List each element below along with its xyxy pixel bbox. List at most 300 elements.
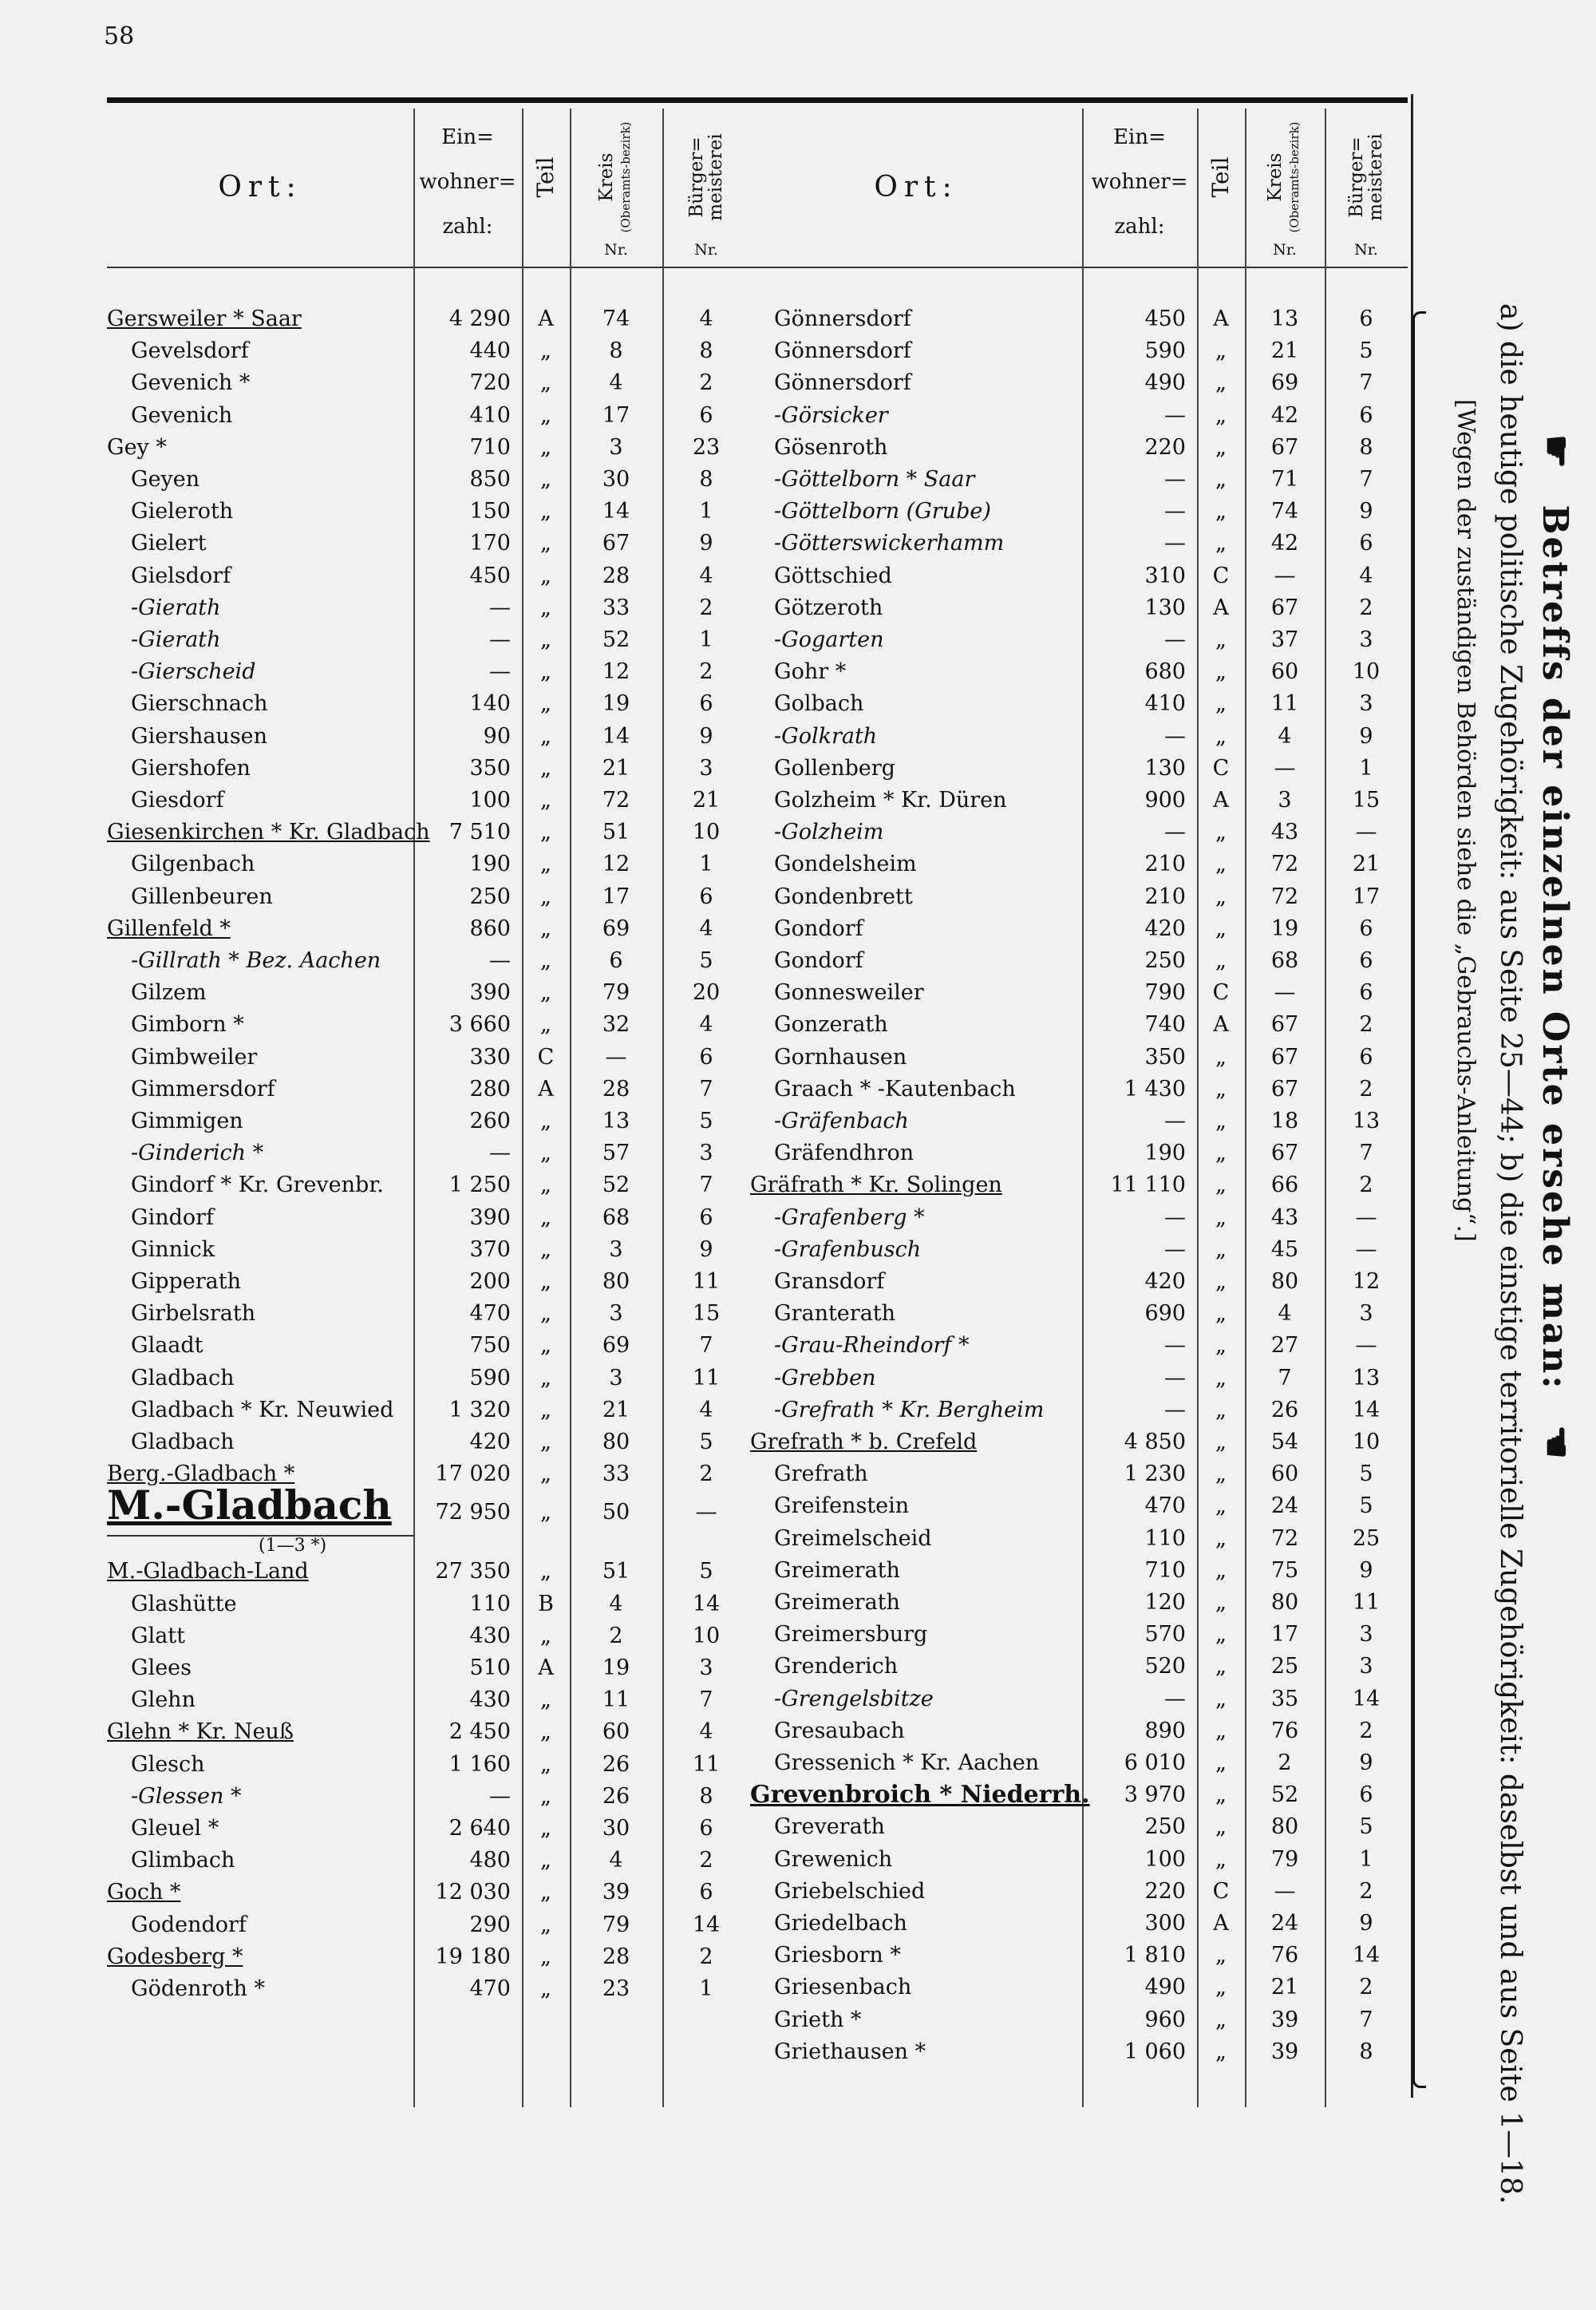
table-row	[750, 1619, 1408, 1651]
population: 280	[469, 1076, 511, 1102]
note-heading: Betreffs der einzelnen Orte ersehe man:	[1535, 504, 1575, 1391]
population: —	[1164, 723, 1186, 749]
part: „	[540, 1687, 551, 1713]
header-einwohner-line: Ein=	[441, 125, 494, 149]
table-row	[750, 1458, 1408, 1490]
mayoralty-number: 10	[692, 820, 721, 845]
population: 420	[469, 1430, 511, 1454]
place-name: Glesch	[131, 1751, 205, 1777]
district-number: 52	[602, 627, 630, 652]
mayoralty-number: 12	[1352, 1269, 1381, 1294]
population: —	[489, 1783, 511, 1809]
table-row	[750, 1972, 1408, 2003]
header-rule	[750, 267, 1408, 268]
place-name: Gollenberg	[774, 755, 895, 781]
mayoralty-number: 2	[1359, 1012, 1373, 1038]
part: „	[1215, 916, 1227, 941]
mayoralty-number: 2	[1359, 1878, 1373, 1904]
table-row	[107, 1009, 764, 1041]
mayoralty-number: 11	[1352, 1590, 1381, 1615]
mayoralty-number: 23	[692, 434, 721, 460]
mayoralty-number: 14	[1352, 1397, 1381, 1422]
header-bm-line: meisterei	[1365, 133, 1386, 221]
table-row	[750, 688, 1408, 720]
table-row	[750, 1523, 1408, 1555]
place-name: Giesdorf	[131, 788, 224, 813]
part: A	[538, 1076, 554, 1102]
population: 140	[469, 691, 511, 717]
population: 1 430	[1124, 1076, 1186, 1102]
district-number: 17	[602, 402, 630, 428]
place-name: -Glessen *	[131, 1783, 242, 1809]
part: „	[540, 1559, 551, 1584]
place-name: Giershausen	[131, 723, 268, 749]
header-kreis-nr: Nr.	[604, 241, 628, 259]
header-einwohner-line: wohner=	[419, 170, 516, 194]
population: 370	[469, 1236, 511, 1262]
place-name: Greifenstein	[774, 1493, 910, 1519]
place-name: -Gräfenbach	[774, 1109, 909, 1133]
part: A	[1213, 1012, 1229, 1038]
table-row	[107, 1813, 764, 1845]
place-name: -Grafenberg *	[774, 1204, 925, 1230]
mayoralty-number: 8	[699, 1783, 713, 1809]
header-kreis-sub: (Oberamts-bezirk)	[1287, 121, 1302, 233]
mayoralty-number: 6	[1359, 531, 1373, 556]
place-name: Grenderich	[774, 1654, 899, 1679]
population: 210	[1144, 884, 1186, 909]
place-name: (1—3 *)	[259, 1536, 327, 1556]
table-row	[107, 881, 764, 913]
part: „	[540, 1333, 551, 1359]
part: „	[1215, 1782, 1227, 1808]
mayoralty-number: 20	[692, 980, 721, 1006]
part: „	[1215, 1557, 1227, 1583]
district-number: 3	[609, 1365, 623, 1390]
part: „	[540, 1204, 551, 1230]
part: „	[540, 1173, 551, 1198]
mayoralty-number: 6	[699, 402, 713, 428]
place-name: Gönnersdorf	[774, 370, 911, 396]
district-number: 25	[1270, 1654, 1299, 1679]
header-buergermeisterei	[662, 109, 750, 265]
place-name: Gillenfeld *	[107, 916, 231, 941]
district-number: 14	[602, 723, 630, 749]
mayoralty-number: 1	[699, 1976, 713, 2001]
population: 19 180	[435, 1944, 511, 1969]
mayoralty-number: 13	[1352, 1109, 1381, 1133]
header-teil-label: Teil	[1207, 156, 1234, 198]
population: 250	[1144, 948, 1186, 973]
population: —	[1164, 499, 1186, 524]
place-name: Gimborn *	[131, 1012, 244, 1038]
district-number: 33	[602, 595, 630, 620]
part: „	[540, 1462, 551, 1487]
population: —	[489, 627, 511, 652]
place-name: Gondorf	[774, 916, 863, 941]
part: „	[540, 434, 551, 460]
part: „	[540, 1719, 551, 1745]
district-number: 35	[1270, 1686, 1299, 1711]
population: 1 230	[1124, 1462, 1186, 1487]
mayoralty-number: 6	[1359, 916, 1373, 941]
table-row	[107, 1877, 764, 1909]
district-number: 60	[1270, 659, 1299, 685]
table-row	[107, 1973, 764, 2005]
district-number: 23	[602, 1976, 630, 2001]
table-row	[750, 1266, 1408, 1298]
place-name: -Götterswickerhamm	[774, 531, 1005, 556]
mayoralty-number: 6	[699, 1044, 713, 1070]
mayoralty-number: 4	[699, 307, 713, 331]
place-name: Grevenbroich * Niederrh.	[750, 1781, 1090, 1810]
population: 170	[469, 531, 511, 556]
part: A	[1213, 788, 1229, 813]
note-block	[1411, 303, 1578, 2205]
population: 570	[1144, 1622, 1186, 1647]
table-row	[107, 1298, 764, 1330]
district-number: 43	[1270, 1204, 1299, 1230]
mayoralty-number: 2	[699, 1848, 713, 1873]
table-row	[750, 496, 1408, 528]
mayoralty-number: 7	[699, 1687, 713, 1713]
table-row	[107, 624, 764, 656]
place-name: Gilzem	[131, 980, 207, 1006]
mayoralty-number: 14	[1352, 1943, 1381, 1968]
district-number: 26	[1270, 1397, 1299, 1422]
district-number: 11	[1270, 691, 1299, 717]
population: 1 060	[1124, 2039, 1186, 2064]
table-row	[750, 848, 1408, 880]
place-name: Greimersburg	[774, 1622, 928, 1647]
table-row	[750, 335, 1408, 367]
place-name: Gipperath	[131, 1269, 241, 1294]
place-name: Gönnersdorf	[774, 338, 911, 364]
district-number: —	[1274, 1878, 1296, 1904]
header-kreis-title: Kreis	[596, 152, 617, 202]
header-kreis	[570, 109, 662, 265]
mayoralty-number: 6	[1359, 1044, 1373, 1070]
district-number: 4	[1278, 1301, 1292, 1327]
place-name: Gevelsdorf	[131, 338, 249, 364]
table-row	[750, 1137, 1408, 1169]
part: „	[1215, 1365, 1227, 1390]
district-number: 12	[602, 659, 630, 685]
population: 90	[483, 723, 511, 749]
part: B	[538, 1591, 554, 1616]
mayoralty-number: 1	[1359, 755, 1373, 781]
population: 440	[469, 338, 511, 364]
part: „	[1215, 627, 1227, 652]
mayoralty-number: 6	[1359, 1782, 1373, 1808]
table-row	[750, 977, 1408, 1009]
part: „	[540, 820, 551, 845]
district-number: 67	[1270, 434, 1299, 460]
district-number: 21	[1270, 1975, 1299, 2000]
population: 27 350	[435, 1559, 511, 1584]
population: 4 290	[448, 307, 511, 331]
header-einwohner	[413, 109, 522, 271]
table-row	[107, 1426, 764, 1458]
part: „	[540, 691, 551, 717]
district-number: 24	[1270, 1911, 1299, 1936]
mayoralty-number: 5	[1359, 1814, 1373, 1840]
part: „	[1215, 1301, 1227, 1327]
population: —	[1164, 627, 1186, 652]
population: 250	[1144, 1814, 1186, 1840]
mayoralty-number: —	[1355, 820, 1377, 845]
part: „	[1215, 1750, 1227, 1775]
district-number: 3	[1278, 788, 1292, 813]
place-name: Gilgenbach	[131, 852, 255, 877]
district-number: 67	[1270, 1141, 1299, 1166]
place-name: Greimerath	[774, 1557, 900, 1583]
part: „	[1215, 338, 1227, 364]
table-row	[750, 656, 1408, 688]
place-name: Grewenich	[774, 1846, 893, 1872]
header-kreis-label	[1266, 121, 1304, 232]
place-name: Glaadt	[131, 1333, 203, 1359]
district-number: 19	[1270, 916, 1299, 941]
district-number: 72	[1270, 884, 1299, 909]
population: 110	[1144, 1525, 1186, 1551]
table-row	[750, 1106, 1408, 1137]
place-name: -Grafenbusch	[774, 1236, 922, 1262]
table-row	[750, 367, 1408, 399]
table-row	[750, 1426, 1408, 1458]
part: „	[1215, 467, 1227, 492]
mayoralty-number: 2	[1359, 595, 1373, 620]
table-row	[750, 913, 1408, 945]
table-row	[750, 1555, 1408, 1587]
population: 410	[469, 402, 511, 428]
district-number: 4	[609, 370, 623, 396]
district-number: 19	[602, 691, 630, 717]
place-name: -Grebben	[774, 1365, 876, 1390]
part: „	[1215, 434, 1227, 460]
table-row	[750, 528, 1408, 560]
place-name: M.-Gladbach	[107, 1481, 392, 1529]
district-number: 76	[1270, 1943, 1299, 1968]
table-row	[750, 1940, 1408, 1972]
population: 450	[1144, 307, 1186, 331]
table-row	[750, 1747, 1408, 1779]
place-name: Gielsdorf	[131, 563, 231, 588]
part: C	[537, 1044, 555, 1070]
district-number: 67	[1270, 1044, 1299, 1070]
table-row	[750, 1587, 1408, 1619]
mayoralty-number: 7	[1359, 2007, 1373, 2032]
part: „	[540, 1269, 551, 1294]
district-number: 69	[602, 1333, 630, 1359]
district-number: 74	[602, 307, 630, 331]
district-number: 28	[602, 1944, 630, 1969]
mayoralty-number: 9	[1359, 1750, 1373, 1775]
district-number: 6	[609, 948, 623, 973]
table-row	[750, 753, 1408, 785]
part: „	[1215, 1814, 1227, 1840]
table-row	[750, 1394, 1408, 1426]
mayoralty-number: 4	[699, 1012, 713, 1038]
place-name: Griesborn *	[774, 1943, 901, 1968]
part: „	[540, 1751, 551, 1777]
place-name: Golzheim * Kr. Düren	[774, 788, 1007, 813]
population: 130	[1144, 755, 1186, 781]
population: —	[1164, 1686, 1186, 1711]
mayoralty-number: 7	[1359, 1141, 1373, 1166]
header-kreis	[1245, 109, 1325, 265]
part: „	[1215, 723, 1227, 749]
mayoralty-number: 11	[692, 1269, 721, 1294]
table-row	[107, 1530, 764, 1554]
table-row	[107, 303, 764, 335]
table-row	[107, 1620, 764, 1652]
population: —	[1164, 1365, 1186, 1390]
mayoralty-number: 3	[1359, 1622, 1373, 1647]
header-kreis-nr: Nr.	[1273, 241, 1297, 259]
mayoralty-number: 6	[1359, 980, 1373, 1006]
pointing-hand-icon: ☚	[1534, 1424, 1578, 1462]
place-name: Glehn * Kr. Neuß	[107, 1719, 294, 1745]
mayoralty-number: 2	[1359, 1076, 1373, 1102]
table-header	[107, 109, 764, 265]
district-number: 21	[1270, 338, 1299, 364]
population: 590	[469, 1365, 511, 1390]
place-name: Grefrath	[774, 1462, 868, 1487]
page-number: 58	[104, 22, 135, 50]
mayoralty-number: 13	[1352, 1365, 1381, 1390]
district-number: 17	[602, 884, 630, 909]
place-name: Gleuel *	[131, 1816, 219, 1841]
place-name: -Gierscheid	[131, 659, 256, 685]
district-number: 26	[602, 1751, 630, 1777]
place-name: Giershofen	[131, 755, 251, 781]
mayoralty-number: 6	[1359, 307, 1373, 331]
population: 300	[1144, 1911, 1186, 1936]
table-row	[107, 1106, 764, 1137]
population: 4 850	[1124, 1430, 1186, 1454]
part: „	[1215, 370, 1227, 396]
note-line-b: [Wegen der zuständigen Behörden siehe die „Gebrauchs-Anleitung“.]	[1452, 399, 1479, 1242]
right-table	[750, 97, 1408, 2107]
population: —	[489, 948, 511, 973]
place-name: Berg.-Gladbach *	[107, 1462, 295, 1487]
part: „	[540, 1848, 551, 1873]
part: „	[1215, 402, 1227, 428]
mayoralty-number: 7	[1359, 467, 1373, 492]
table-row	[107, 1556, 764, 1588]
header-bm-line: Bürger=	[686, 136, 707, 218]
mayoralty-number: 1	[699, 852, 713, 877]
table-row	[107, 1074, 764, 1106]
table-row	[750, 1683, 1408, 1715]
table-row	[107, 528, 764, 560]
population: 430	[469, 1623, 511, 1648]
part: „	[1215, 820, 1227, 845]
top-rule	[750, 97, 1408, 103]
population: 390	[469, 1204, 511, 1230]
district-number: 4	[609, 1591, 623, 1616]
mayoralty-number: 5	[699, 1559, 713, 1584]
mayoralty-number: 9	[1359, 1557, 1373, 1583]
population: —	[1164, 402, 1186, 428]
population: 390	[469, 980, 511, 1006]
district-number: —	[605, 1044, 627, 1070]
place-name: Gielert	[131, 531, 207, 556]
mayoralty-number: 2	[1359, 1173, 1373, 1198]
place-name: Griethausen *	[774, 2039, 926, 2064]
part: „	[1215, 1462, 1227, 1487]
population: 590	[1144, 338, 1186, 364]
place-name: Gey *	[107, 434, 167, 460]
population: 100	[469, 788, 511, 813]
table-row	[750, 400, 1408, 432]
population: 250	[469, 884, 511, 909]
population: 210	[1144, 852, 1186, 877]
part: „	[540, 595, 551, 620]
part: „	[1215, 1718, 1227, 1743]
population: 420	[1144, 916, 1186, 941]
table-row	[107, 432, 764, 464]
district-number: 67	[1270, 1076, 1299, 1102]
place-name: Gimmigen	[131, 1109, 243, 1133]
part: „	[540, 1365, 551, 1390]
population: 150	[469, 499, 511, 524]
mayoralty-number: 5	[1359, 338, 1373, 364]
table-row	[107, 496, 764, 528]
district-number: 12	[602, 852, 630, 877]
table-row	[107, 1330, 764, 1362]
part: „	[1215, 1333, 1227, 1359]
table-row	[107, 335, 764, 367]
part: „	[540, 499, 551, 524]
part: „	[1215, 1975, 1227, 2000]
table-row	[107, 1941, 764, 1973]
place-name: Graach * -Kautenbach	[774, 1076, 1016, 1102]
place-name: -Grengelsbitze	[774, 1686, 934, 1711]
population: 330	[469, 1044, 511, 1070]
mayoralty-number: 1	[1359, 1846, 1373, 1872]
district-number: —	[1274, 980, 1296, 1006]
part: „	[1215, 1525, 1227, 1551]
place-name: Godesberg *	[107, 1944, 243, 1969]
place-name: Göttschied	[774, 563, 892, 588]
part: C	[1212, 980, 1230, 1006]
place-name: Gondenbrett	[774, 884, 913, 909]
district-number: 80	[1270, 1590, 1299, 1615]
table-row	[750, 1844, 1408, 1876]
header-rule	[107, 267, 764, 268]
table-row	[107, 1845, 764, 1877]
mayoralty-number: 3	[1359, 1654, 1373, 1679]
table-row	[107, 592, 764, 624]
header-einwohner-line: Ein=	[1113, 125, 1166, 149]
table-row	[750, 1715, 1408, 1747]
part: „	[540, 1783, 551, 1809]
header-bm-nr: Nr.	[1354, 241, 1378, 259]
mayoralty-number: 4	[699, 1719, 713, 1745]
district-number: 11	[602, 1687, 630, 1713]
table-row	[750, 1908, 1408, 1940]
table-row	[107, 1202, 764, 1234]
place-name: Greimerath	[774, 1590, 900, 1615]
part: C	[1212, 755, 1230, 781]
population: 860	[469, 916, 511, 941]
part: „	[540, 531, 551, 556]
part: „	[540, 852, 551, 877]
population: 960	[1144, 2007, 1186, 2032]
place-name: Gransdorf	[774, 1269, 885, 1294]
